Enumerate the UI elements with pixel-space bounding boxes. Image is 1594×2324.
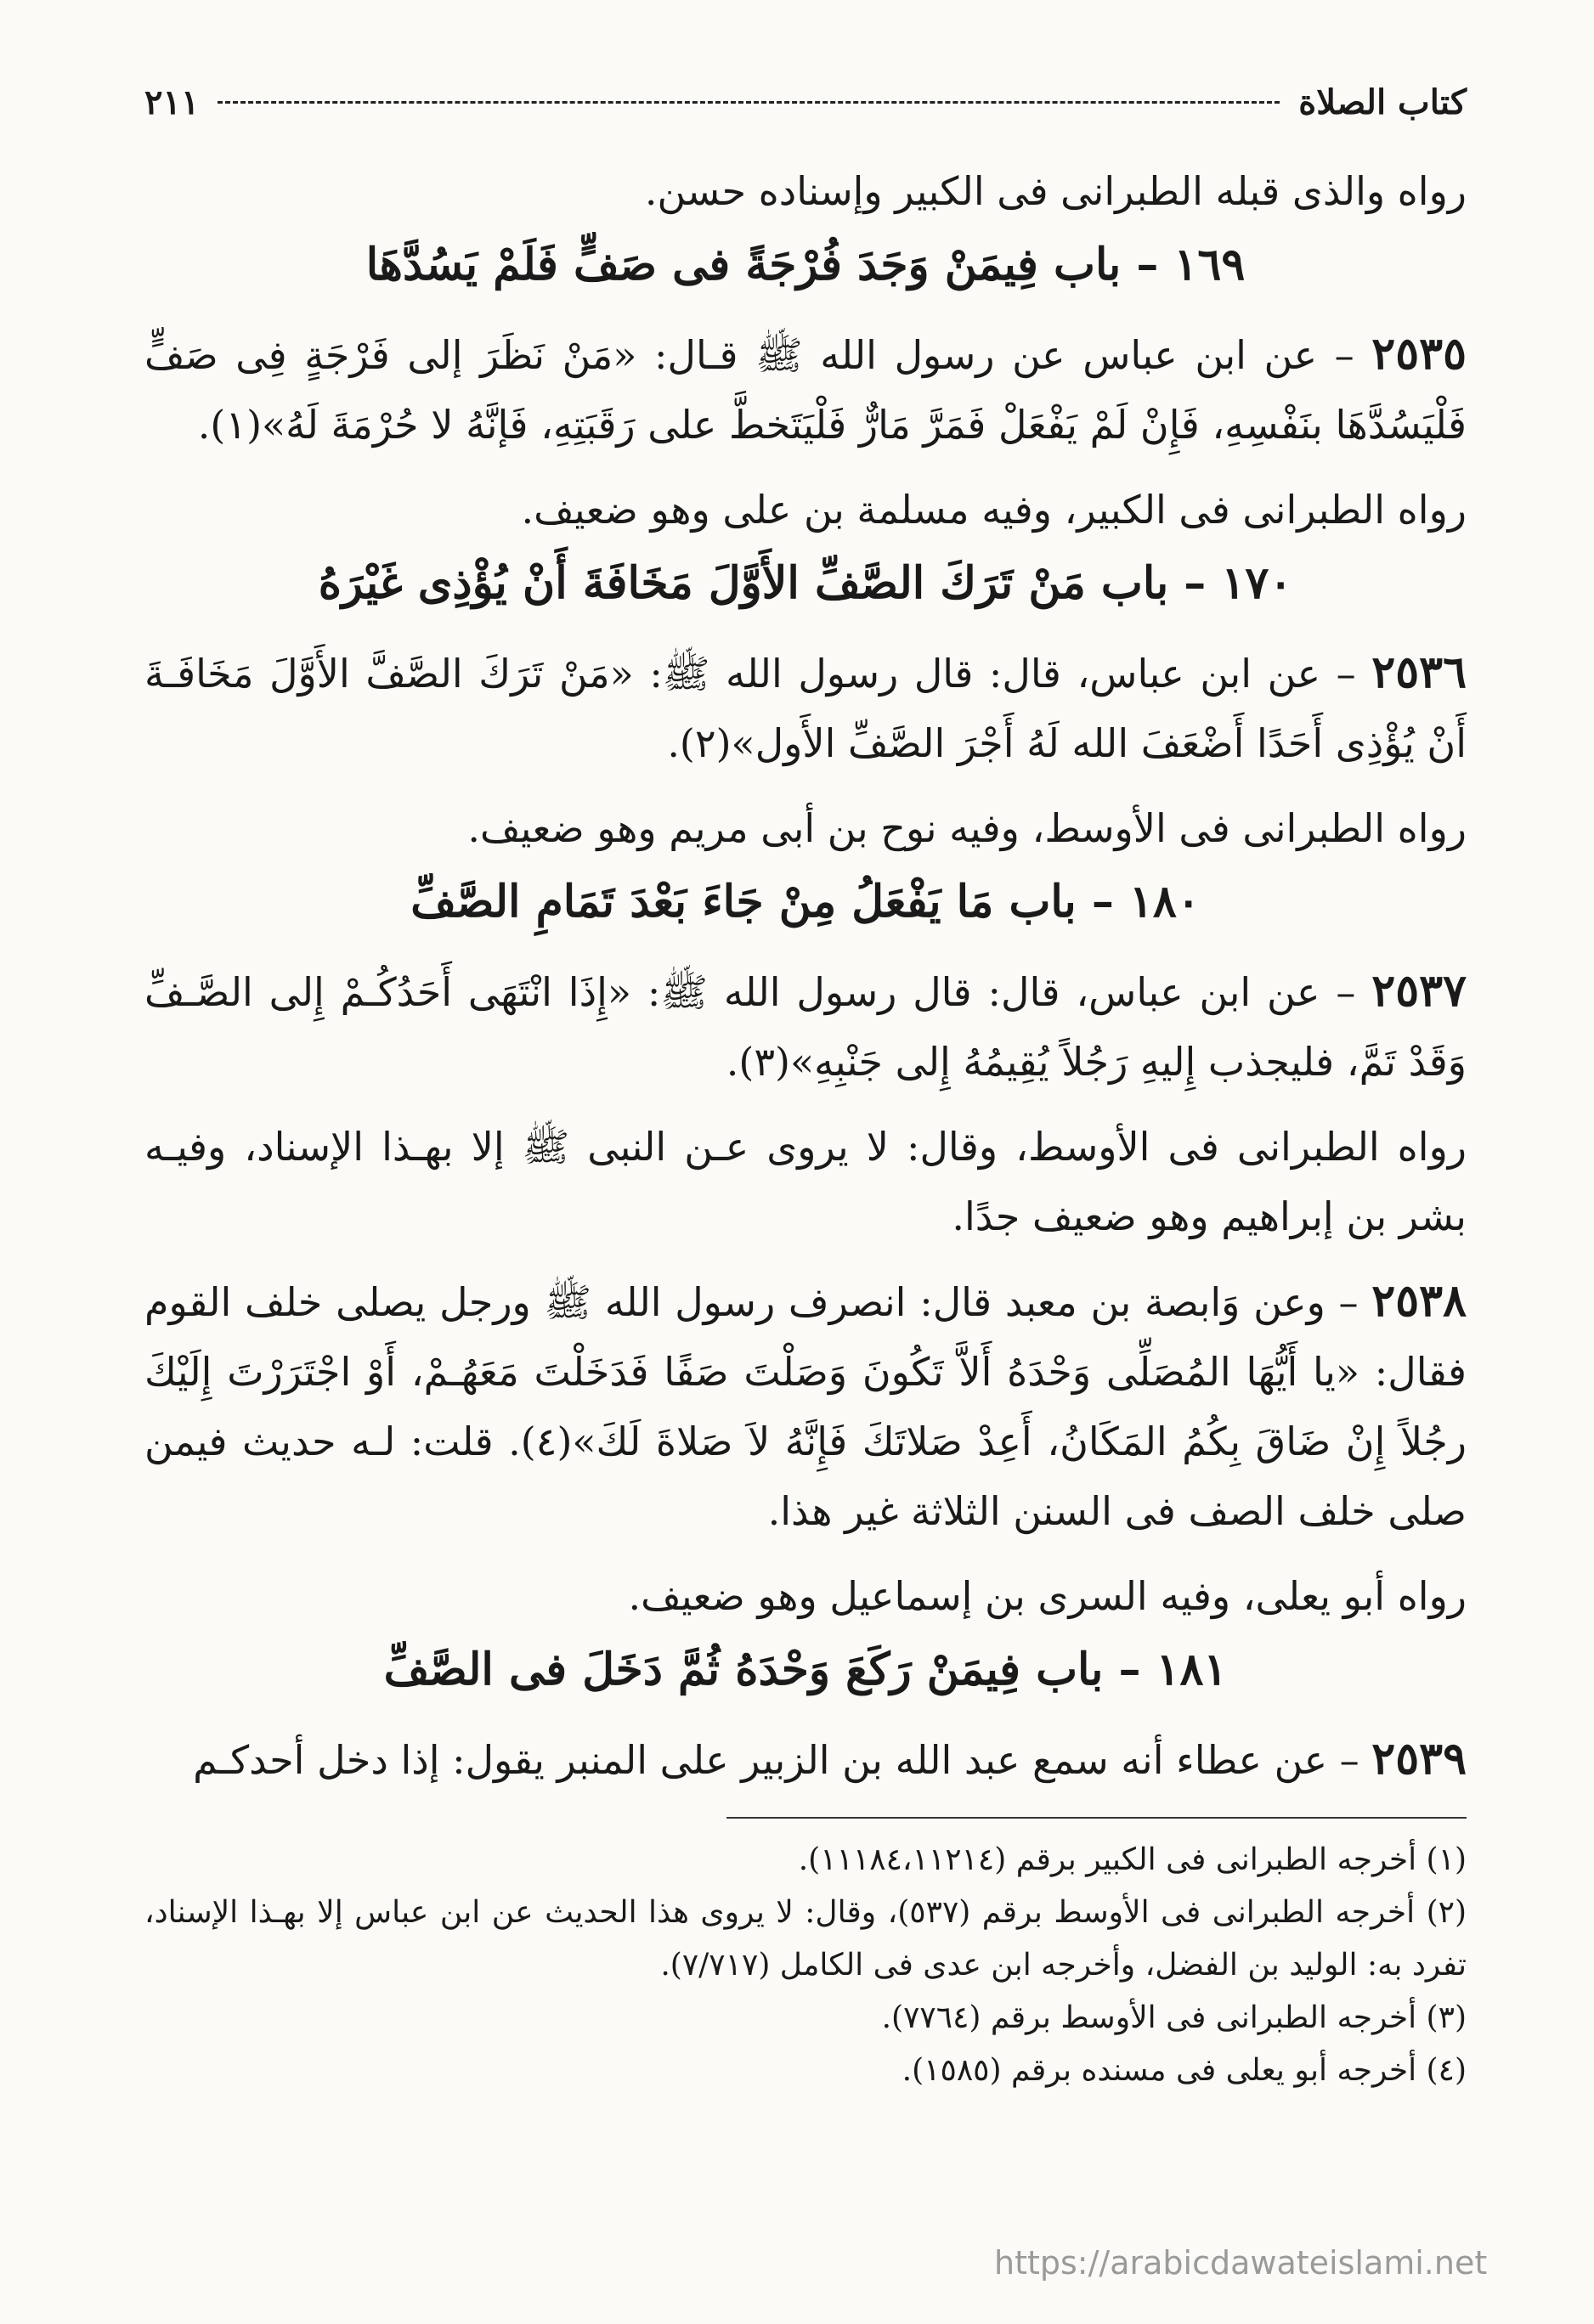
hadith-number: ٢٥٣٥ — [1371, 328, 1467, 380]
chapter-heading: ١٨٠ – باب مَا يَفْعَلُ مِنْ جَاءَ بَعْدَ تَمَامِ الصَّفِّ — [410, 876, 1201, 928]
footnote: (٣) أخرجه الطبرانى فى الأوسط برقم (٧٧٦٤). — [881, 2000, 1467, 2035]
hadith-paragraph — [144, 1266, 1467, 1546]
hadith-text: – عن ابن عباس عن رسول الله ﷺ قـال: «مَنْ نَظَرَ إلى فَرْجَةٍ فِى صَفٍّ فَلْيَسُدَّهَا بنَفْسِهِ، فَإِنْ لَمْ يَفْعَلْ فَمَرَّ مَارٌّ فَلْيَتَخطَّ على رَقَبَتِهِ، فَإنَّهُ لا حُرْمَةَ لَهُ»(١). — [144, 332, 1467, 448]
hadith-text: – عن ابن عباس، قال: قال رسول الله ﷺ: «إِذَا انْتَهَى أَحَدُكُـمْ إِلى الصَّـفِّ وَقَدْ تَمَّ، فليجذب إِليهِ رَجُلاً يُقِيمُهُ إِلى جَنْبِهِ»(٣). — [144, 969, 1467, 1085]
footnote: (٢) أخرجه الطبرانى فى الأوسط برقم (٥٣٧)، وقال: لا يروى هذا الحديث عن ابن عباس إلا بهـذا الإسناد، تفرد به: الوليد بن الفضل، وأخرجه ابن عدى فى الكامل (٧/٧١٧). — [144, 1895, 1467, 1983]
footnote: (١) أخرجه الطبرانى فى الكبير برقم (١١١٨٤،١١٢١٤). — [798, 1842, 1467, 1877]
footnote: (٤) أخرجه أبو يعلى فى مسنده برقم (١٥٨٥). — [902, 2053, 1467, 2088]
hadith-paragraph — [144, 1724, 1467, 1795]
footnote-separator — [726, 1817, 1467, 1819]
narration-note: رواه الطبرانى فى الكبير، وفيه مسلمة بن على وهو ضعيف. — [521, 487, 1467, 533]
watermark-url: https://arabicdawateislami.net — [994, 2244, 1488, 2282]
hadith-number: ٢٥٣٨ — [1371, 1275, 1467, 1327]
hadith-paragraph — [144, 638, 1467, 778]
running-header — [144, 76, 1467, 127]
footnotes — [144, 1834, 1467, 2097]
hadith-number: ٢٥٣٩ — [1371, 1733, 1467, 1785]
main-text — [144, 156, 1467, 1795]
hadith-paragraph — [144, 956, 1467, 1097]
hadith-text: – عن عطاء أنه سمع عبد الله بن الزبير على المنبر يقول: إذا دخل أحدكـم — [193, 1737, 1359, 1783]
hadith-number: ٢٥٣٦ — [1371, 646, 1467, 698]
narration-note: رواه والذى قبله الطبرانى فى الكبير وإسناده حسن. — [644, 168, 1467, 214]
chapter-heading: ١٧٠ – باب مَنْ تَرَكَ الصَّفِّ الأَوَّلَ مَخَافَةَ أَنْ يُؤْذِى غَيْرَهُ — [318, 557, 1293, 609]
hadith-number: ٢٥٣٧ — [1371, 965, 1467, 1017]
chapter-heading: ١٨١ – باب فِيمَنْ رَكَعَ وَحْدَهُ ثُمَّ دَخَلَ فى الصَّفِّ — [383, 1644, 1228, 1695]
narration-note: رواه الطبرانى فى الأوسط، وفيه نوح بن أبى مريم وهو ضعيف. — [467, 805, 1467, 851]
page-number: ٢١١ — [144, 82, 200, 122]
hadith-text: – وعن وَابصة بن معبد قال: انصرف رسول الله ﷺ ورجل يصلى خلف القوم فقال: «يا أَيُّهَا المُصَلِّى وَحْدَهُ أَلاَّ تَكُونَ وَصَلْتَ صَفًا فَدَخَلْتَ مَعَهُـمْ، أَوْ اجْتَرَرْتَ إِلَيْكَ رجُلاً إِنْ ضَاقَ بِكُمُ المَكَانُ، أَعِدْ صَلاتَكَ فَإِنَّهُ لاَ صَلاةَ لَكَ»(٤). قلت: لـه حديث فيمن صلى خلف الصف فى السنن الثلاثة غير هذا. — [144, 1279, 1467, 1534]
book-title: كتاب الصلاة — [1298, 82, 1467, 122]
narration-note: رواه الطبرانى فى الأوسط، وقال: لا يروى عـن النبى ﷺ إلا بهـذا الإسناد، وفيـه بشر بن إبراهيم وهو ضعيف جدًا. — [144, 1124, 1467, 1239]
chapter-heading: ١٦٩ – باب فِيمَنْ وَجَدَ فُرْجَةً فى صَفٍّ فَلَمْ يَسُدَّهَا — [365, 239, 1246, 290]
hadith-paragraph — [144, 319, 1467, 460]
header-rule — [218, 101, 1280, 104]
hadith-text: – عن ابن عباس، قال: قال رسول الله ﷺ: «مَنْ تَرَكَ الصَّفَّ الأَوَّلَ مَخَافَـةَ أَنْ يُؤْذِى أَحَدًا أَضْعَفَ الله لَهُ أَجْرَ الصَّفِّ الأَول»(٢). — [144, 651, 1467, 766]
narration-note: رواه أبو يعلى، وفيه السرى بن إسماعيل وهو ضعيف. — [628, 1573, 1467, 1619]
